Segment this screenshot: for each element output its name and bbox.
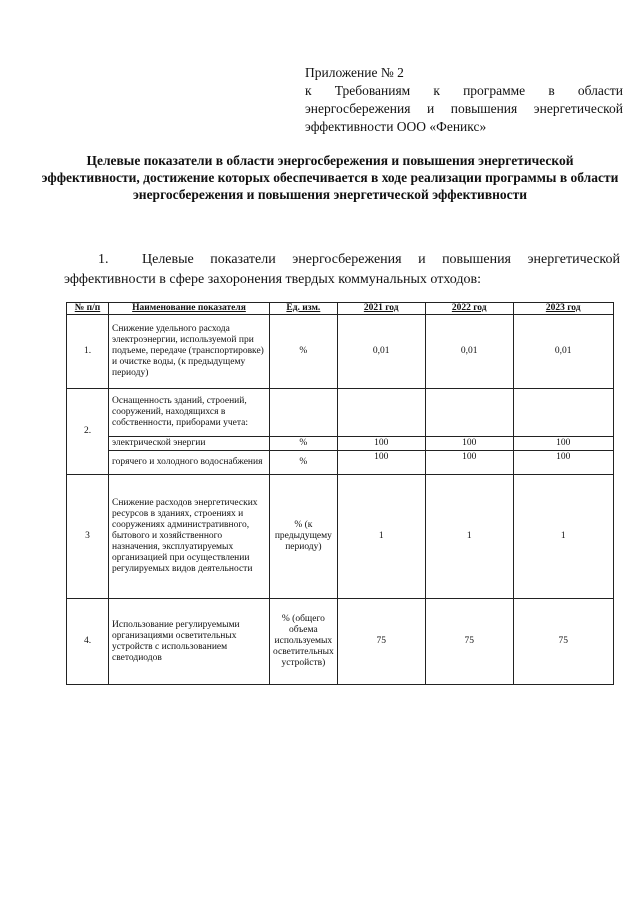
subrow-2022: 100 — [425, 451, 513, 475]
row-unit: % (общего объема используемых осветительных устройств) — [270, 599, 338, 685]
document-title: Целевые показатели в области энергосбережения и повышения энергетической эффективности, достижение которых обеспечивается в ходе реализации программы в области энергосбережения и повышения энергетической эффективности — [41, 153, 619, 202]
table-subrow — [67, 437, 614, 451]
row-num: 2. — [67, 389, 109, 475]
row-2022: 75 — [425, 599, 513, 685]
subrow-2023: 100 — [513, 451, 613, 475]
row-name: Снижение удельного расхода электроэнергии, используемой при подъеме, передаче (транспортировке) и очистке воды, (к предыдущему периоду) — [109, 315, 270, 389]
table-row — [67, 599, 614, 685]
header-num: № п/п — [67, 303, 109, 315]
table-row — [67, 475, 614, 599]
row-2023: 0,01 — [513, 315, 613, 389]
row-num: 1. — [67, 315, 109, 389]
row-num: 4. — [67, 599, 109, 685]
table-subrow — [67, 451, 614, 475]
row-name: Снижение расходов энергетических ресурсов в зданиях, строениях и сооружениях административного, бытового и хозяйственного назначения, эксплуатируемых организацией при осуществлении регулируемых видов деятельности — [109, 475, 270, 599]
subrow-2021: 100 — [337, 437, 425, 451]
appendix-line-4: эффективности ООО «Феникс» — [305, 119, 487, 134]
subrow-unit: % — [270, 451, 338, 475]
indicators-table — [66, 302, 614, 685]
table-row — [67, 389, 614, 437]
subrow-2022: 100 — [425, 437, 513, 451]
row-2022: 0,01 — [425, 315, 513, 389]
appendix-line-3: энергосбережения и повышения энергетической — [305, 101, 623, 116]
table-header-row — [67, 303, 614, 315]
row-name: Оснащенность зданий, строений, сооружений, находящихся в собственности, приборами учета: — [109, 389, 270, 437]
section-text: Целевые показатели энергосбережения и повышения энергетической эффективности в сфере захоронения твердых коммунальных отходов: — [64, 252, 620, 287]
row-name: Использование регулируемыми организациями осветительных устройств с использованием светодиодов — [109, 599, 270, 685]
row-2022: 1 — [425, 475, 513, 599]
row-2021: 75 — [337, 599, 425, 685]
appendix-note — [305, 64, 623, 136]
appendix-line-1: Приложение № 2 — [305, 65, 404, 80]
subrow-name: электрической энергии — [109, 437, 270, 451]
table-row — [67, 315, 614, 389]
header-name: Наименование показателя — [109, 303, 270, 315]
header-2022: 2022 год — [425, 303, 513, 315]
subrow-2021: 100 — [337, 451, 425, 475]
section-paragraph — [64, 250, 620, 290]
subrow-name: горячего и холодного водоснабжения — [109, 451, 270, 475]
subrow-2023: 100 — [513, 437, 613, 451]
row-unit: % (к предыдущему периоду) — [270, 475, 338, 599]
header-2021: 2021 год — [337, 303, 425, 315]
subrow-unit: % — [270, 437, 338, 451]
header-unit: Ед. изм. — [270, 303, 338, 315]
row-2023: 1 — [513, 475, 613, 599]
section-number: 1. — [98, 252, 109, 267]
row-unit: % — [270, 315, 338, 389]
row-2021: 0,01 — [337, 315, 425, 389]
header-2023: 2023 год — [513, 303, 613, 315]
appendix-line-2: к Требованиям к программе в области — [305, 83, 623, 98]
row-num: 3 — [67, 475, 109, 599]
row-2023: 75 — [513, 599, 613, 685]
row-2021: 1 — [337, 475, 425, 599]
